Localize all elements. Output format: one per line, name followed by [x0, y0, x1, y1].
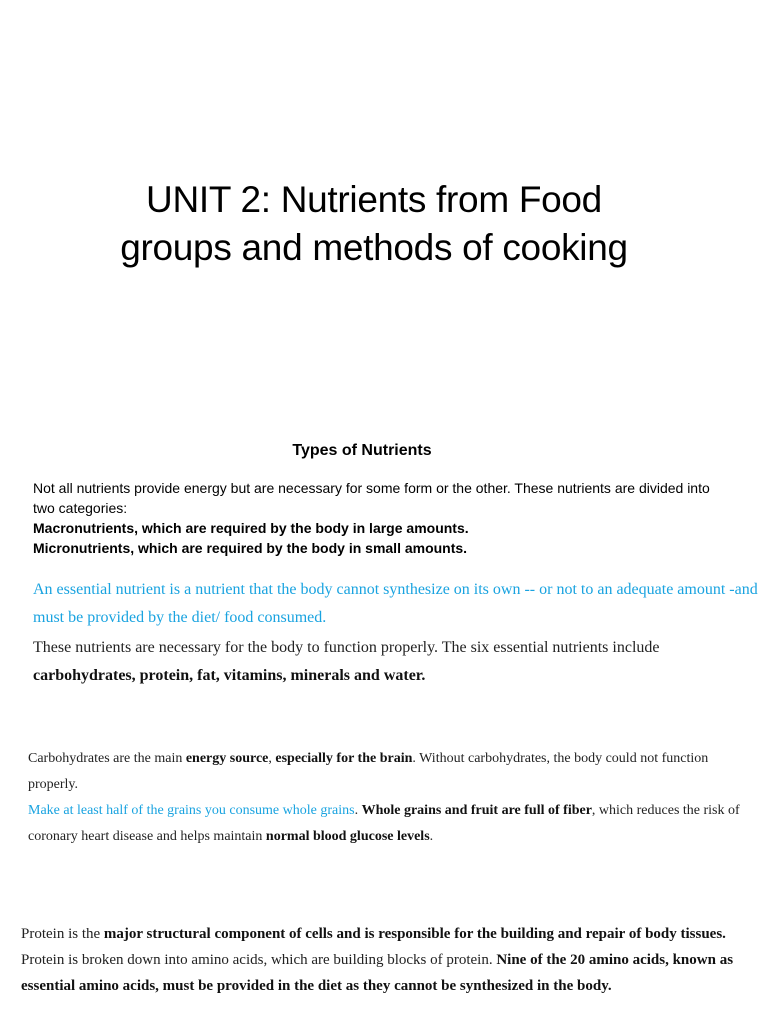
intro-line-2: two categories:	[33, 500, 128, 516]
carbohydrates-paragraph	[28, 746, 748, 850]
carbs-text-1: Carbohydrates are the main	[28, 751, 186, 766]
blood-glucose-levels: normal blood glucose levels	[265, 829, 430, 844]
six-nutrients-text: These nutrients are necessary for the body to function properly. The six essential nutrients include	[33, 639, 660, 656]
protein-structural-component: major structural component of cells and is responsible for the building and repair of body tissues.	[103, 926, 726, 942]
six-nutrients-list: carbohydrates, protein, fat, vitamins, minerals and water.	[33, 667, 426, 684]
carbs-text-4: .	[354, 803, 362, 818]
essential-amino-acids: Nine of the 20 amino acids, known as essential amino acids, must be provided in the diet as they cannot be synthesized in the body.	[21, 952, 734, 994]
intro-paragraph	[33, 478, 758, 558]
protein-text-1: Protein is the	[21, 926, 104, 942]
protein-text-2: Protein is broken down into amino acids, which are building blocks of protein.	[21, 952, 497, 968]
carbs-text-2: ,	[268, 751, 276, 766]
macronutrients-definition: Macronutrients, which are required by the body in large amounts.	[33, 520, 469, 536]
six-essential-nutrients-paragraph	[33, 634, 763, 690]
carbs-energy-source: energy source	[185, 751, 269, 766]
page-title	[0, 176, 748, 272]
carbs-brain: especially for the brain	[275, 751, 413, 766]
whole-grains-tip: Make at least half of the grains you consume whole grains	[28, 803, 355, 818]
page-title-line-2: groups and methods of cooking	[120, 227, 628, 268]
intro-line-1: Not all nutrients provide energy but are necessary for some form or the other. These nutrients are divided into	[33, 480, 710, 496]
fiber-statement: Whole grains and fruit are full of fiber	[361, 803, 592, 818]
micronutrients-definition: Micronutrients, which are required by the body in small amounts.	[33, 540, 468, 556]
essential-nutrient-definition: An essential nutrient is a nutrient that the body cannot synthesize on its own -- or not to an adequate amount -and must be provided by the diet/ food consumed.	[33, 581, 758, 626]
page-title-line-1: UNIT 2: Nutrients from Food	[146, 179, 602, 220]
carbs-text-3: . Without carbohydrates, the body could not function properly.	[28, 751, 709, 792]
protein-paragraph	[21, 921, 756, 999]
carbs-text-5: , which reduces the risk of coronary heart disease and helps maintain	[28, 803, 740, 844]
types-of-nutrients-heading: Types of Nutrients	[292, 442, 432, 459]
carbs-text-6: .	[429, 829, 434, 844]
